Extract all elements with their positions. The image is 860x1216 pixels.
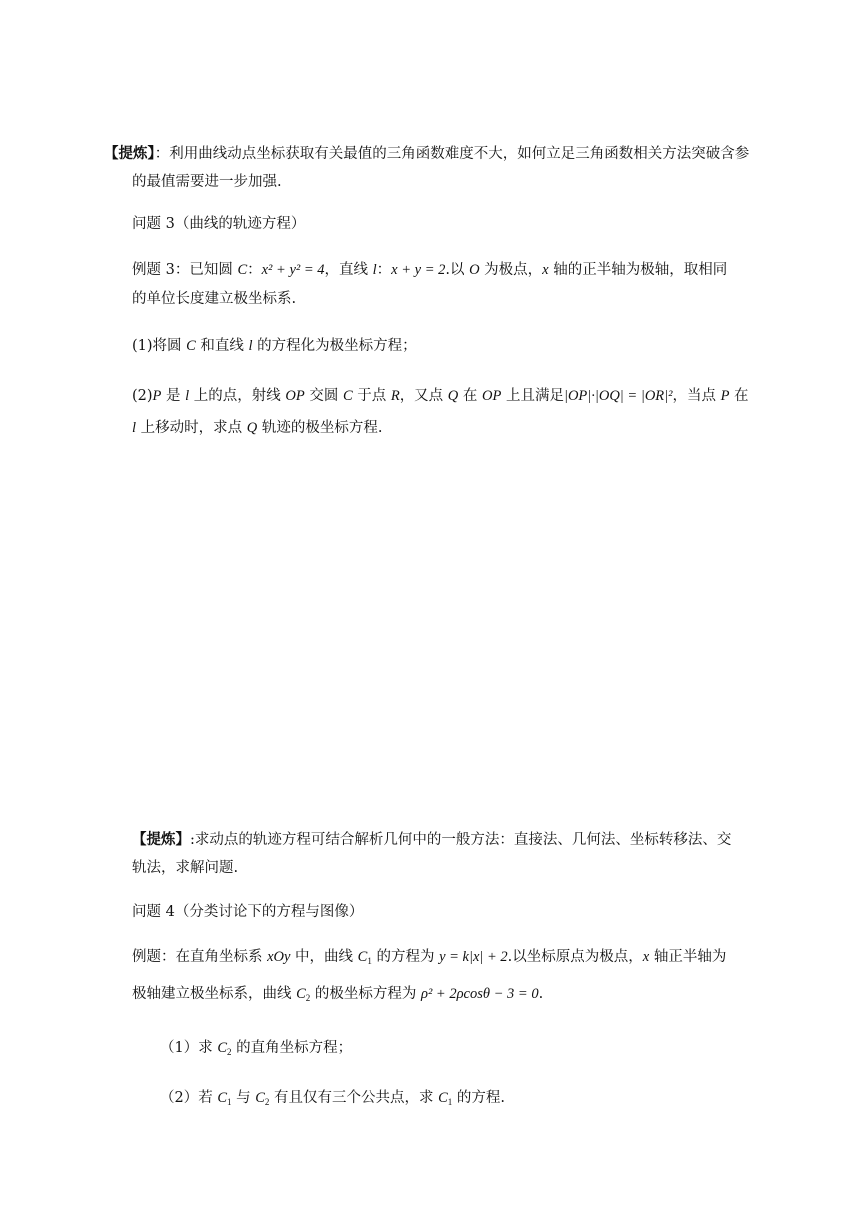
math-symbol: l (248, 338, 253, 354)
text: 交圆 (304, 388, 343, 404)
problem-3-example-line-1 (132, 260, 727, 280)
subscript: 1 (367, 956, 372, 966)
text: 上移动时，求点 (136, 420, 247, 436)
problem-4-question-2 (160, 1088, 505, 1112)
problem-3-question-2-line-1 (132, 386, 749, 406)
subscript: 1 (227, 1097, 232, 1107)
problem-3-example-line-2: 的单位长度建立极坐标系. (132, 291, 297, 307)
summary-2-lead: 【提炼】 (132, 831, 190, 848)
problem-4-heading: 问题 4（分类讨论下的方程与图像） (132, 904, 364, 920)
math-symbol: xOy (267, 949, 291, 965)
math-symbol: C (296, 986, 306, 1002)
text: ，直线 (324, 262, 373, 278)
math-symbol: P (152, 388, 162, 404)
subscript: 2 (227, 1047, 232, 1057)
math-symbol: P (720, 388, 730, 404)
text: 是 (161, 388, 186, 404)
text: 的直角坐标方程； (231, 1040, 353, 1056)
math-symbol: C (186, 338, 196, 354)
equation-product: |OP|·|OQ| = |OR|² (563, 388, 673, 404)
text: （1）求 (160, 1040, 218, 1056)
text: (1)将圆 (132, 338, 187, 354)
text: 轴的正半轴为极轴，取相同 (548, 262, 728, 278)
text: 例题：在直角坐标系 (132, 949, 268, 965)
subscript: 2 (305, 993, 311, 1003)
equation-polar-c2: ρ² + 2ρcosθ − 3 = 0 (421, 986, 539, 1002)
problem-4-example-line-1 (132, 947, 726, 971)
text: 与 (231, 1090, 256, 1106)
math-symbol: l (185, 388, 190, 404)
text: . (538, 986, 544, 1002)
text: 轴正半轴为 (649, 949, 727, 965)
problem-3-question-1 (132, 336, 417, 356)
problem-4-example-line-2 (132, 984, 543, 1008)
text: ： (376, 262, 392, 278)
math-symbol: O (469, 262, 480, 278)
summary-2-text: :求动点的轨迹方程可结合解析几何中的一般方法：直接法、几何法、坐标转移法、交 (190, 832, 732, 848)
text: 中，曲线 (290, 949, 358, 965)
text: 的方程化为极坐标方程； (252, 338, 417, 354)
math-symbol: OP (482, 388, 502, 404)
text: 极轴建立极坐标系，曲线 (132, 986, 297, 1002)
text: 的方程. (452, 1090, 506, 1106)
problem-3-question-2-line-2 (132, 418, 382, 438)
text: 的方程为 (371, 949, 440, 965)
text: .以 (445, 262, 470, 278)
summary-1-line-1 (104, 144, 749, 164)
math-symbol: x (642, 949, 650, 965)
text: 的极坐标方程为 (310, 986, 421, 1002)
text: ： (247, 262, 262, 278)
summary-2-line-2: 轨法，求解问题. (132, 860, 239, 876)
text: (2) (132, 388, 153, 404)
problem-3-heading: 问题 3（曲线的轨迹方程） (132, 216, 306, 232)
text: 为极点， (479, 262, 543, 278)
math-symbol: l (372, 262, 377, 278)
subscript: 2 (264, 1097, 270, 1107)
summary-1-text: ：利用曲线动点坐标获取有关最值的三角函数难度不大，如何立足三角函数相关方法突破含参 (154, 146, 750, 162)
equation-circle: x² + y² = 4 (261, 262, 325, 278)
summary-1-lead: 【提炼】 (104, 145, 155, 162)
text: 轨迹的极坐标方程. (257, 420, 383, 436)
text: 有且仅有三个公共点，求 (269, 1090, 439, 1106)
math-symbol: Q (447, 388, 459, 404)
math-symbol: C (342, 388, 353, 404)
text: .以坐标原点为极点， (507, 949, 643, 965)
text: ，又点 (399, 388, 448, 404)
subscript: 1 (447, 1097, 453, 1107)
math-symbol: C (217, 1040, 228, 1056)
problem-4-question-1 (160, 1038, 352, 1062)
text: 和直线 (195, 338, 249, 354)
math-symbol: C (255, 1090, 265, 1106)
math-symbol: C (237, 262, 248, 278)
text: 于点 (352, 388, 391, 404)
text: 在 (729, 388, 749, 404)
equation-curve-c1: y = k|x| + 2 (439, 949, 508, 965)
math-symbol: x (542, 262, 549, 278)
summary-2-line-1 (132, 830, 731, 850)
math-symbol: OP (285, 388, 305, 404)
math-symbol: C (357, 949, 368, 965)
text: ，当点 (672, 388, 721, 404)
text: 在 (458, 388, 482, 404)
text: 上的点，射线 (189, 388, 286, 404)
summary-1-line-2: 的最值需要进一步加强. (132, 174, 282, 190)
text: （2）若 (160, 1090, 218, 1106)
text: 例题 3：已知圆 (132, 262, 238, 278)
math-symbol: C (217, 1090, 228, 1106)
math-symbol: R (390, 388, 400, 404)
math-symbol: Q (246, 420, 258, 436)
text: 上且满足 (501, 388, 564, 404)
math-symbol: l (132, 420, 137, 436)
math-symbol: C (438, 1090, 448, 1106)
equation-line: x + y = 2 (391, 262, 446, 278)
